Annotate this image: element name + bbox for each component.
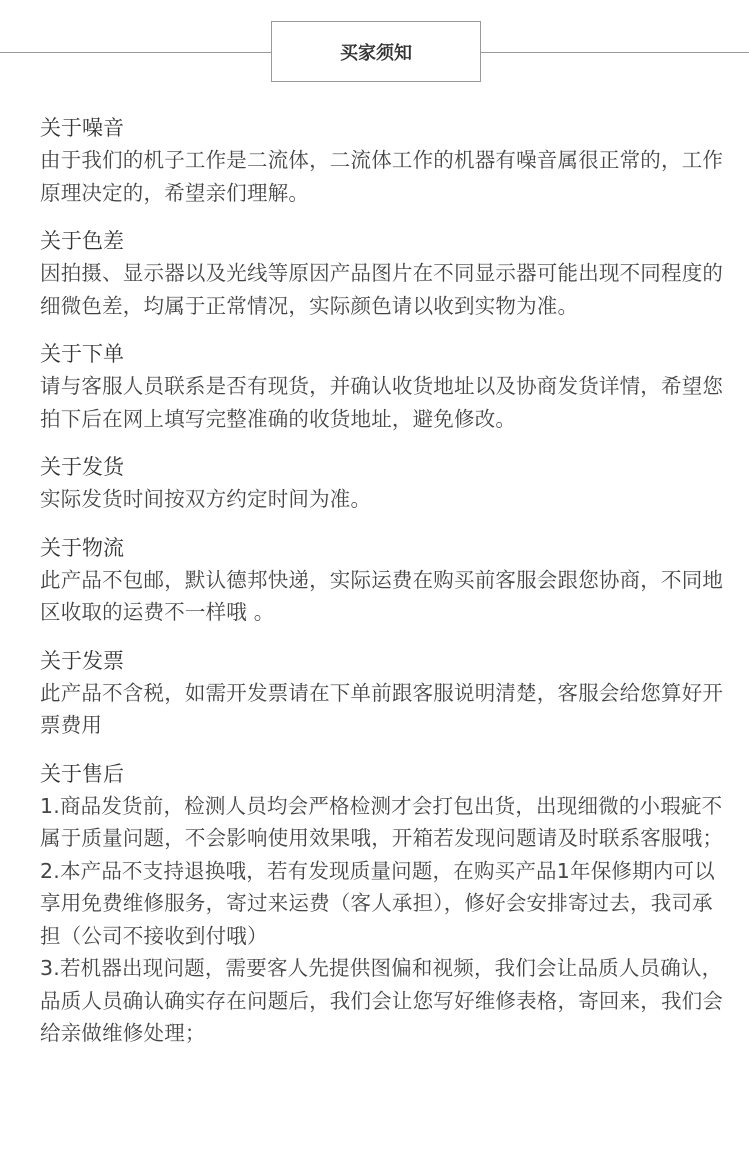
section-paragraph: 2.本产品不支持退换哦，若有发现质量问题，在购买产品1年保修期内可以享用免费维修服务，寄过来运费（客人承担），修好会安排寄过去，我司承担（公司不接收到付哦） — [40, 858, 715, 948]
page-title: 买家须知 — [340, 42, 412, 64]
section-paragraph: 1.商品发货前，检测人员均会严格检测才会打包出货，出现细微的小瑕疵不属于质量问题，不会影响使用效果哦，开箱若发现问题请及时联系客服哦； — [40, 793, 724, 850]
notice-content — [40, 112, 730, 1066]
section-ordering — [40, 338, 730, 435]
section-logistics — [40, 532, 730, 629]
section-title: 关于售后 — [40, 761, 124, 786]
section-title: 关于发货 — [40, 455, 124, 479]
header-title-box — [271, 21, 481, 82]
section-paragraph: 实际发货时间按双方约定时间为准。 — [40, 487, 372, 511]
section-after-sales — [40, 758, 730, 1050]
section-invoice — [40, 645, 730, 742]
section-paragraph: 由于我们的机子工作是二流体，二流体工作的机器有噪音属很正常的，工作原理决定的，希望亲们理解。 — [40, 148, 724, 205]
section-noise — [40, 112, 730, 209]
section-paragraph: 此产品不含税，如需开发票请在下单前跟客服说明清楚，客服会给您算好开票费用 — [40, 680, 724, 737]
section-title: 关于噪音 — [40, 116, 124, 140]
section-paragraph: 请与客服人员联系是否有现货，并确认收货地址以及协商发货详情，希望您拍下后在网上填写完整准确的收货地址，避免修改。 — [40, 374, 724, 431]
section-title: 关于物流 — [40, 535, 124, 560]
section-shipping — [40, 451, 730, 516]
section-paragraph: 此产品不包邮，默认德邦快递，实际运费在购买前客服会跟您协商，不同地区收取的运费不一样哦 。 — [40, 567, 724, 624]
section-title: 关于发票 — [40, 648, 124, 673]
section-color-difference — [40, 225, 730, 322]
section-title: 关于色差 — [40, 229, 124, 253]
section-title: 关于下单 — [40, 342, 124, 366]
section-paragraph: 因拍摄、显示器以及光线等原因产品图片在不同显示器可能出现不同程度的细微色差，均属于正常情况，实际颜色请以收到实物为准。 — [40, 261, 724, 318]
section-paragraph: 3.若机器出现问题，需要客人先提供图偏和视频，我们会让品质人员确认，品质人员确认确实存在问题后，我们会让您写好维修表格，寄回来，我们会给亲做维修处理； — [40, 956, 724, 1045]
